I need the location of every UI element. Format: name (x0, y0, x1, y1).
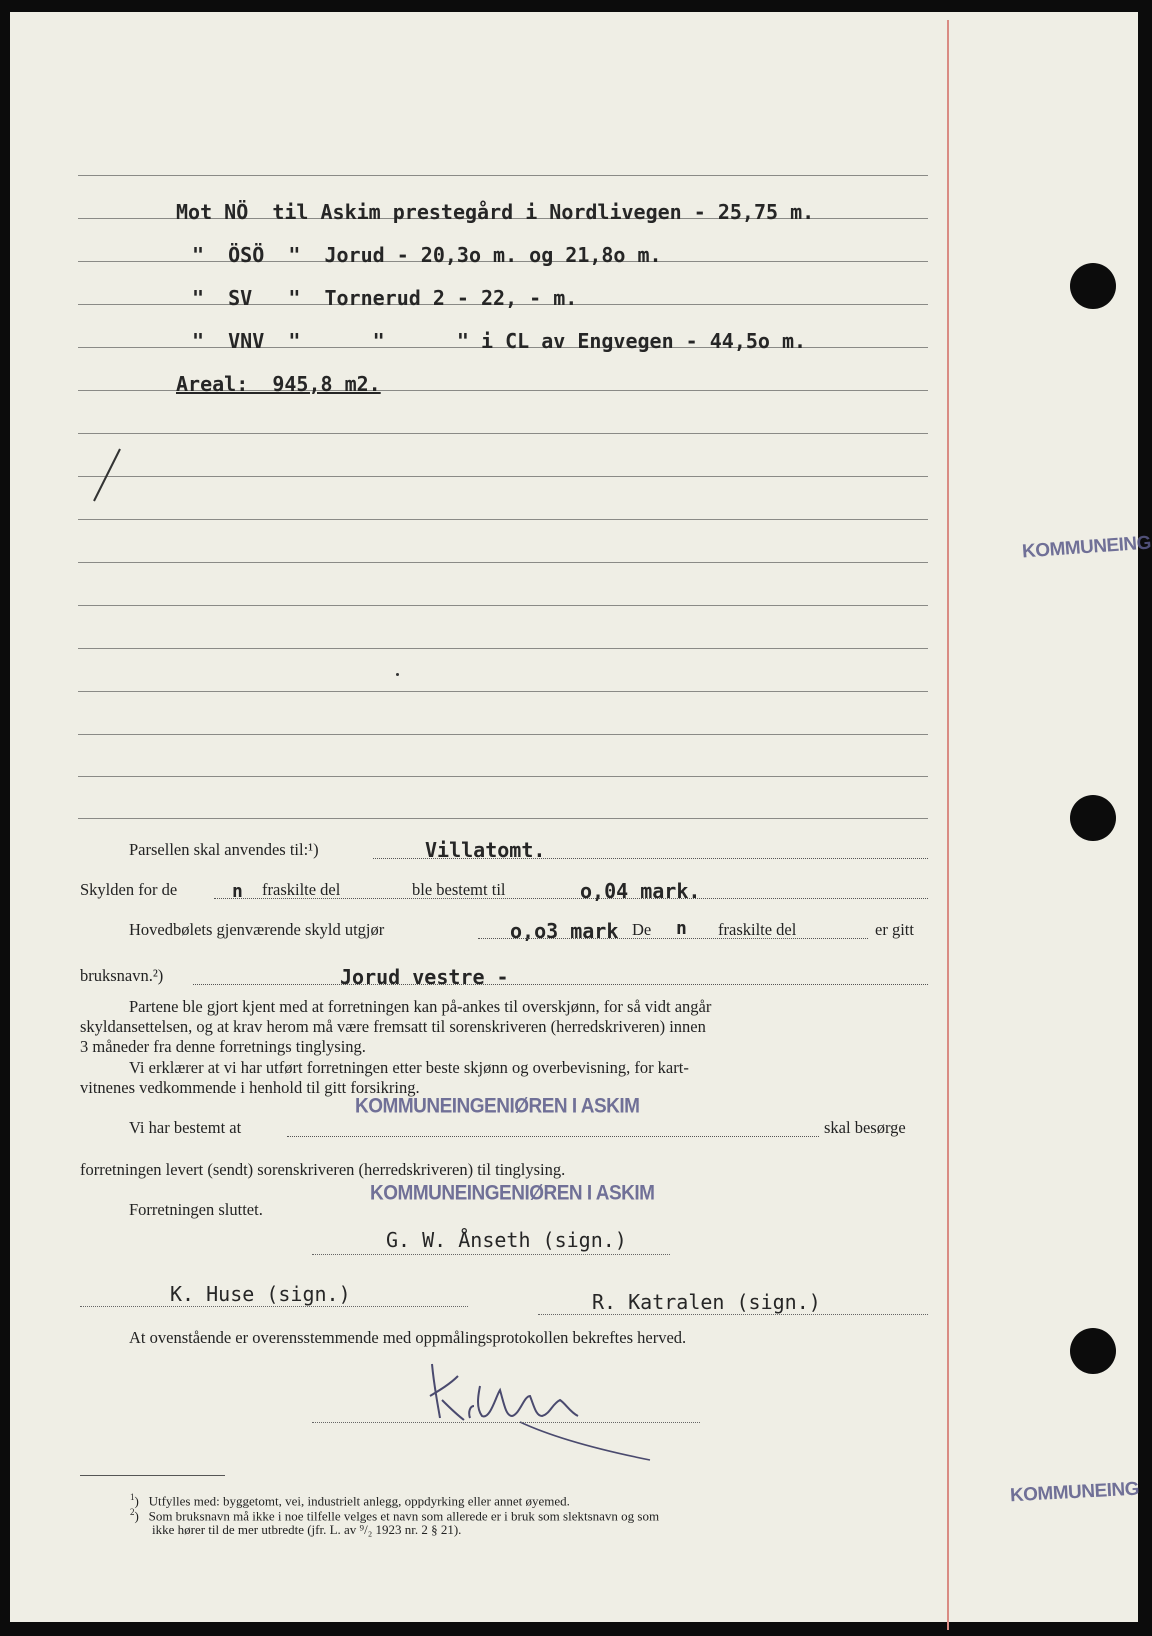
ruled-line (78, 776, 928, 777)
ruled-line (78, 818, 928, 819)
bruksnavn-dots (193, 983, 928, 985)
signature-katralen: R. Katralen (sign.) (592, 1290, 821, 1314)
hoved-fraskilte: fraskilte del (718, 920, 797, 939)
stamp-kommuneingenioren: KOMMUNEINGENIØREN I ASKIM (370, 1181, 655, 1205)
skylden-value: o,04 mark. (580, 879, 701, 903)
ruled-line (78, 519, 928, 520)
hoved-dots (478, 937, 868, 939)
skylden-label-a: Skylden for de (80, 880, 178, 899)
stamp-side: KOMMUNEING (1021, 532, 1152, 563)
pen-mark (86, 445, 126, 505)
ruled-line (78, 175, 928, 176)
footnote-2-text: Som bruksnavn må ikke i noe tilfelle velges et navn som allerede er i bruk som slektsnavn og som (148, 1508, 660, 1524)
signature-anseth: G. W. Ånseth (sign.) (386, 1228, 627, 1252)
footnote-separator (80, 1475, 225, 1476)
ruled-line (78, 433, 928, 434)
punch-hole (1070, 795, 1116, 841)
para1-l2: skyldansettelsen, og at krav herom må være fremsatt til sorenskriveren (herredskriveren) innen (80, 1017, 706, 1036)
ruled-line (78, 734, 928, 735)
typed-line-4: " VNV " " " i CL av Engvegen - 44,5o m. (192, 329, 807, 353)
bestemt-end: skal besørge (824, 1118, 906, 1137)
typed-line-2: " ÖSÖ " Jorud - 20,3o m. og 21,8o m. (192, 243, 662, 267)
bestemt-label: Vi har bestemt at (129, 1118, 242, 1137)
parsellen-value: Villatomt. (425, 838, 546, 862)
footnote-2: $^2$) Som bruksnavn må ikke i noe tilfelle velges et navn som allerede er i bruk som slektsnavn og som (130, 1507, 660, 1524)
para1-l3: 3 måneder fra denne forretnings tinglysing. (80, 1037, 366, 1056)
ruled-line (78, 605, 928, 606)
signature-line (312, 1254, 670, 1255)
punch-hole (1070, 263, 1116, 309)
ruled-line (78, 648, 928, 649)
bestemt-dots (287, 1135, 819, 1137)
hoved-n: n (676, 918, 687, 939)
signature-line (538, 1314, 928, 1315)
punch-hole (1070, 1328, 1116, 1374)
signature-line (80, 1306, 468, 1307)
para2-l2: vitnenes vedkommende i henhold til gitt forsikring. (80, 1078, 420, 1097)
ruled-line (78, 476, 928, 477)
stamp-kommuneingenioren: KOMMUNEINGENIØREN I ASKIM (355, 1094, 640, 1118)
bruksnavn-label: bruksnavn.²) (80, 966, 164, 985)
ruled-line (78, 691, 928, 692)
hoved-label: Hovedbølets gjenværende skyld utgjør (129, 920, 385, 939)
hoved-gitt: er gitt (875, 920, 914, 939)
footnote-1: $^1$) Utfylles med: byggetomt, vei, industrielt anlegg, oppdyrking eller annet øyemed. (130, 1492, 570, 1509)
skylden-dots (214, 897, 928, 899)
skylden-n: n (232, 881, 243, 902)
bekreftes-text: At ovenstående er overensstemmende med oppmålingsprotokollen bekreftes herved. (129, 1328, 687, 1347)
signature-line (312, 1422, 700, 1423)
hoved-value: o,o3 mark (510, 919, 619, 943)
ruled-line (78, 562, 928, 563)
para2-l1: Vi erklærer at vi har utført forretningen etter beste skjønn og overbevisning, for kart- (129, 1058, 689, 1077)
footnote-2-cont: ikke hører til de mer utbredte (jfr. L. av ⁹/₂ 1923 nr. 2 § 21). (152, 1522, 462, 1537)
hoved-de: De (632, 920, 652, 939)
red-margin-line (947, 20, 949, 1630)
handwritten-signature (420, 1356, 660, 1466)
para1-l1: Partene ble gjort kjent med at forretningen kan på-ankes til overskjønn, for så vidt angår (129, 997, 712, 1016)
parsellen-label: Parsellen skal anvendes til:¹) (129, 840, 319, 859)
signature-huse: K. Huse (sign.) (170, 1282, 351, 1306)
stamp-side: KOMMUNEING (1009, 1478, 1140, 1507)
typed-line-3: " SV " Tornerud 2 - 22, - m. (192, 286, 578, 310)
sluttet-text: Forretningen sluttet. (129, 1200, 263, 1219)
footnote-1-text: Utfylles med: byggetomt, vei, industrielt anlegg, oppdyrking eller annet øyemed. (148, 1493, 570, 1509)
typed-line-1: Mot NÖ til Askim prestegård i Nordlivegen - 25,75 m. (176, 200, 815, 224)
skylden-label-c: ble bestemt til (412, 880, 506, 899)
skylden-label-b: fraskilte del (262, 880, 341, 899)
dot-mark (396, 673, 399, 676)
bruksnavn-value: Jorud vestre - (340, 965, 509, 989)
areal-value: Areal: 945,8 m2. (176, 372, 381, 396)
levert-text: forretningen levert (sendt) sorenskriveren (herredskriveren) til tinglysing. (80, 1160, 566, 1179)
